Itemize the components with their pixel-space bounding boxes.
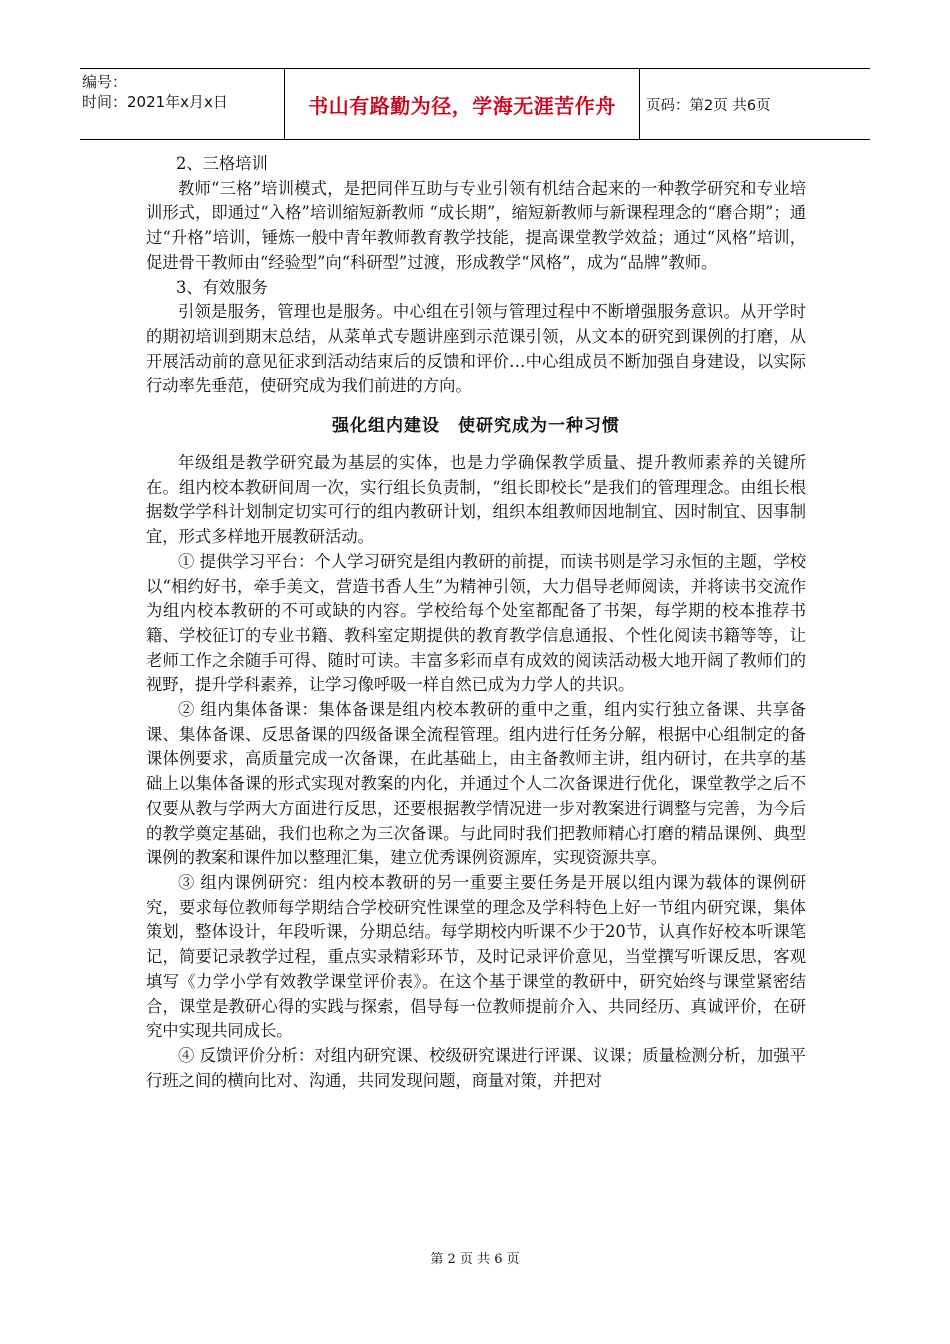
header-page-label: 页码：第2页 共6页 <box>646 97 771 114</box>
paragraph: ② 组内集体备课：集体备课是组内校本教研的重中之重，组内实行独立备课、共享备课、集体备课、反思备课的四级备课全流程管理。组内进行任务分解，根据中心组制定的备课体例要求，高质量完成一次备课，在此基础上，由主备教师主讲，组内研讨，在共享的基础上以集体备课的形式实现对教案的内化，并通过个人二次备课进行优化，课堂教学之后不仅要从教与学两大方面进行反思，还要根据教学情况进一步对教案进行调整与完善，为今后的教学奠定基础，我们也称之为三次备课。与此同时我们把教师精心打磨的精品课例、典型课例的教案和课件加以整理汇集，建立优秀课例资源库，实现资源共享。 <box>146 700 806 868</box>
header-meta <box>80 69 284 139</box>
document-date-label: 时间：2021年x月x日 <box>82 93 228 111</box>
paragraph: 引领是服务，管理也是服务。中心组在引领与管理过程中不断增强服务意识。从开学时的期初培训到期末总结，从菜单式专题讲座到示范课引领，从文本的研究到课例的打磨，从开展活动前的意见征求到活动结束后的反馈和评价…中心组成员不断加强自身建设，以实际行动率先垂范，使研究成为我们前进的方向。 <box>146 302 806 396</box>
document-body <box>146 152 806 1093</box>
document-number-label: 编号： <box>82 73 128 91</box>
paragraph: 教师“三格”培训模式，是把同伴互助与专业引领有机结合起来的一种教学研究和专业培训形式，即通过“入格”培训缩短新教师 “成长期”，缩短新教师与新课程理念的“磨合期”；通过“升格”培训，锤炼一般中青年教师教育教学技能，提高课堂教学效益；通过“风格”培训，促进骨干教师由“经验型”向“科研型”过渡，形成教学“风格”，成为“品牌”教师。 <box>146 178 806 272</box>
paragraph: 年级组是教学研究最为基层的实体，也是力学确保教学质量、提升教师素养的关键所在。组内校本教研间周一次，实行组长负责制，“组长即校长”是我们的管理理念。由组长根据数学学科计划制定切实可行的组内教研计划，组织本组教师因地制宜、因时制宜、因事制宜，形式多样地开展教研活动。 <box>146 453 806 547</box>
page-footer: 第 2 页 共 6 页 <box>430 1252 520 1267</box>
page-header <box>80 68 870 140</box>
section-title: 强化组内建设 使研究成为一种习惯 <box>332 416 620 437</box>
paragraph: ④ 反馈评价分析：对组内研究课、校级研究课进行评课、议课；质量检测分析，加强平行班之间的横向比对、沟通，共同发现问题，商量对策，并把对 <box>146 1045 806 1090</box>
paragraph: ③ 组内课例研究：组内校本教研的另一重要主要任务是开展以组内课为载体的课例研究，要求每位教师每学期结合学校研究性课堂的理念及学科特色上好一节组内研究课，集体策划，整体设计，年段听课，分期总结。每学期校内听课不少于20节，认真作好校本听课笔记，简要记录教学过程，重点实录精彩环节，及时记录评价意见，当堂撰写听课反思，客观填写《力学小学有效教学课堂评价表》。在这个基于课堂的教研中，研究始终与课堂紧密结合，课堂是教研心得的实践与探索，倡导每一位教师提前介入、共同经历、真诚评价，在研究中实现共同成长。 <box>146 872 806 1041</box>
paragraph: ① 提供学习平台：个人学习研究是组内教研的前提，而读书则是学习永恒的主题，学校以“相约好书，牵手美文，营造书香人生”为精神引领，大力倡导老师阅读，并将读书交流作为组内校本教研的不可或缺的内容。学校给每个处室都配备了书架，每学期的校本推荐书籍、学校征订的专业书籍、教科室定期提供的教育教学信息通报、个性化阅读书籍等等，让老师工作之余随手可得、随时可读。丰富多彩而卓有成效的阅读活动极大地开阔了教师们的视野，提升学科素养，让学习像呼吸一样自然已成为力学人的共识。 <box>146 551 806 695</box>
subheading-effective-service: 3、有效服务 <box>176 277 268 297</box>
subheading-three-grade-training: 2、三格培训 <box>176 154 268 173</box>
header-motto: 书山有路勤为径，学海无涯苦作舟 <box>284 69 640 139</box>
